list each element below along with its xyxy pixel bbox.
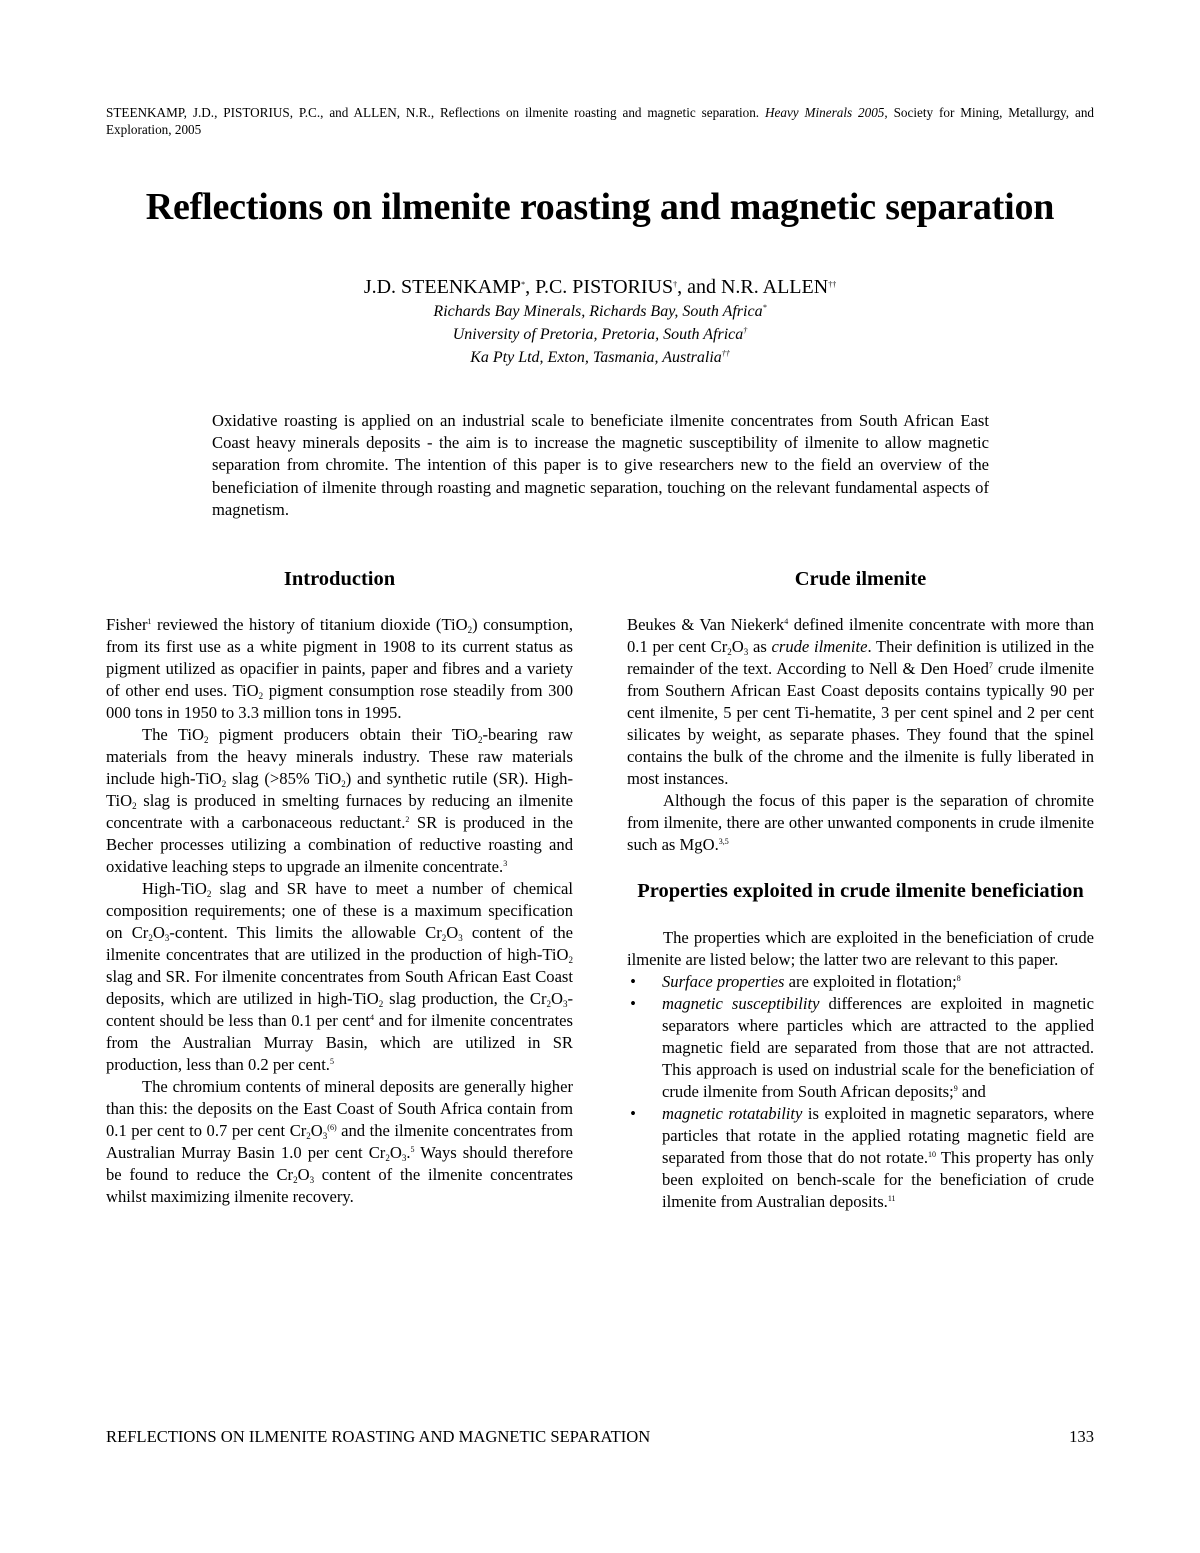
right-column: [627, 566, 1094, 1213]
paper-title: Reflections on ilmenite roasting and magnetic separation: [145, 186, 1055, 228]
bullet-icon: •: [630, 972, 636, 991]
author-name: , and N.R. ALLEN: [677, 276, 829, 298]
paragraph: Fisher$^1$ reviewed the history of titanium dioxide (TiO$_2$) consumption, from its first use as a white pigment in 1908 to its current status as pigment utilized as opacifier in paints, paper and fibres and a variety of other end uses. TiO$_2$ pigment consumption rose steadily from 300 000 tons in 1950 to 3.3 million tons in 1995.: [106, 615, 573, 722]
section-heading: Introduction: [283, 568, 396, 590]
affiliation: [0, 301, 1200, 323]
running-title: REFLECTIONS ON ILMENITE ROASTING AND MAGNETIC SEPARATION: [106, 1427, 651, 1446]
affiliation: [0, 347, 1200, 369]
abstract: Oxidative roasting is applied on an industrial scale to beneficiate ilmenite concentrates from South African East Coast heavy minerals deposits - the aim is to increase the magnetic susceptibility of ilmenite to allow magnetic separation from chromite. The intention of this paper is to give researchers new to the field an overview of the beneficiation of ilmenite through roasting and magnetic separation, touching on the relevant fundamental aspects of magnetism.: [212, 411, 989, 519]
paragraph: The TiO$_2$ pigment producers obtain their TiO$_2$-bearing raw materials from the heavy minerals industry. These raw materials include high-TiO$_2$ slag (>85% TiO$_2$) and synthetic rutile (SR). High-TiO$_2$ slag is produced in smelting furnaces by reducing an ilmenite concentrate with a carbonaceous reductant.$^2$ SR is produced in the Becher processes utilizing a combination of reductive roasting and oxidative leaching steps to upgrade an ilmenite concentrate.$^3$: [106, 725, 574, 876]
citation-text: STEENKAMP, J.D., PISTORIUS, P.C., and ALLEN, N.R., Reflections on ilmenite roasting and magnetic separation.: [106, 105, 765, 120]
citation-journal: Heavy Minerals 2005: [764, 105, 885, 120]
bullet-icon: •: [630, 994, 636, 1013]
author-mark: †: [673, 280, 678, 289]
paragraph: Beukes & Van Niekerk$^4$ defined ilmenite concentrate with more than 0.1 per cent $Cr_2O_3$ as crude ilmenite. Their definition is utilized in the remainder of the text. According to Nell & Den Hoed$^7$ crude ilmenite from Southern African East Coast deposits contains typically 90 per cent ilmenite, 5 per cent Ti-hematite, 3 per cent spinel and 2 per cent silicates by weight, as separate phases. They found that the spinel contains the bulk of the chrome and the ilmenite is fully liberated in most instances.: [627, 615, 1094, 788]
paragraph: The chromium contents of mineral deposits are generally higher than this: the deposits on the East Coast of South Africa contain from 0.1 per cent to 0.7 per cent $Cr_2O_3^{(6)}$ and the ilmenite concentrates from Australian Murray Basin 1.0 per cent $Cr_2O_3.^5$ Ways should therefore be found to reduce the $Cr_2O_3$ content of the ilmenite concentrates whilst maximizing ilmenite recovery.: [106, 1077, 573, 1206]
author-mark: ††: [828, 280, 837, 289]
bullet-icon: •: [630, 1104, 636, 1123]
affiliation-mark: ††: [721, 349, 730, 358]
section-heading: Crude ilmenite: [794, 568, 927, 590]
author-mark: *: [521, 280, 526, 289]
bullet-list: [627, 971, 1094, 1213]
affiliation: [0, 324, 1200, 346]
affiliation-mark: †: [743, 326, 748, 335]
list-item: • magnetic rotatability is exploited in magnetic separators, where particles that rotate in the applied rotating magnetic field are separated from those that do not rotate.$^{10}$ This property has only been exploited on bench-scale for the beneficiation of crude ilmenite from Australian deposits.$^{11}$: [627, 1103, 1094, 1213]
section-heading: Properties exploited in crude ilmenite beneficiation: [637, 880, 1084, 902]
affiliation-text: Richards Bay Minerals, Richards Bay, South Africa: [433, 303, 763, 320]
paragraph: The properties which are exploited in the beneficiation of crude ilmenite are listed below; the latter two are relevant to this paper.: [627, 928, 1094, 969]
left-column: [106, 566, 573, 1208]
paragraph: Although the focus of this paper is the separation of chromite from ilmenite, there are other unwanted components in crude ilmenite such as MgO.$^{3,5}$: [627, 791, 1094, 854]
author-name: , P.C. PISTORIUS: [525, 276, 674, 298]
author-name: J.D. STEENKAMP: [363, 276, 522, 298]
affiliation-text: University of Pretoria, Pretoria, South Africa: [452, 326, 744, 343]
citation-header: [106, 104, 1094, 138]
citation-publisher: , Society for Mining, Metallurgy, and Exploration, 2005: [106, 105, 1095, 137]
list-item: • magnetic susceptibility differences are exploited in magnetic separators where particles which are attracted to the applied magnetic field are separated from those that are not attracted. This approach is used on industrial scale for the beneficiation of crude ilmenite from South African deposits;$^9$ and: [627, 993, 1094, 1103]
list-item: • Surface properties are exploited in flotation;$^8$: [627, 971, 1094, 993]
author-list: [0, 274, 1200, 300]
page-number: 133: [1069, 1427, 1094, 1446]
affiliation-text: Ka Pty Ltd, Exton, Tasmania, Australia: [470, 349, 722, 366]
paragraph: High-TiO$_2$ slag and SR have to meet a number of chemical composition requirements; one of these is a maximum specification on $Cr_2O_3$-content. This limits the allowable $Cr_2O_3$ content of the ilmenite concentrates that are utilized in the production of high-TiO$_2$ slag and SR. For ilmenite concentrates from South African East Coast deposits, which are utilized in high-TiO$_2$ slag production, the $Cr_2O_3$-content should be less than 0.1 per cent$^4$ and for ilmenite concentrates from the Australian Murray Basin, which are utilized in SR production, less than 0.2 per cent.$^5$: [106, 879, 574, 1074]
affiliation-mark: *: [762, 303, 767, 312]
